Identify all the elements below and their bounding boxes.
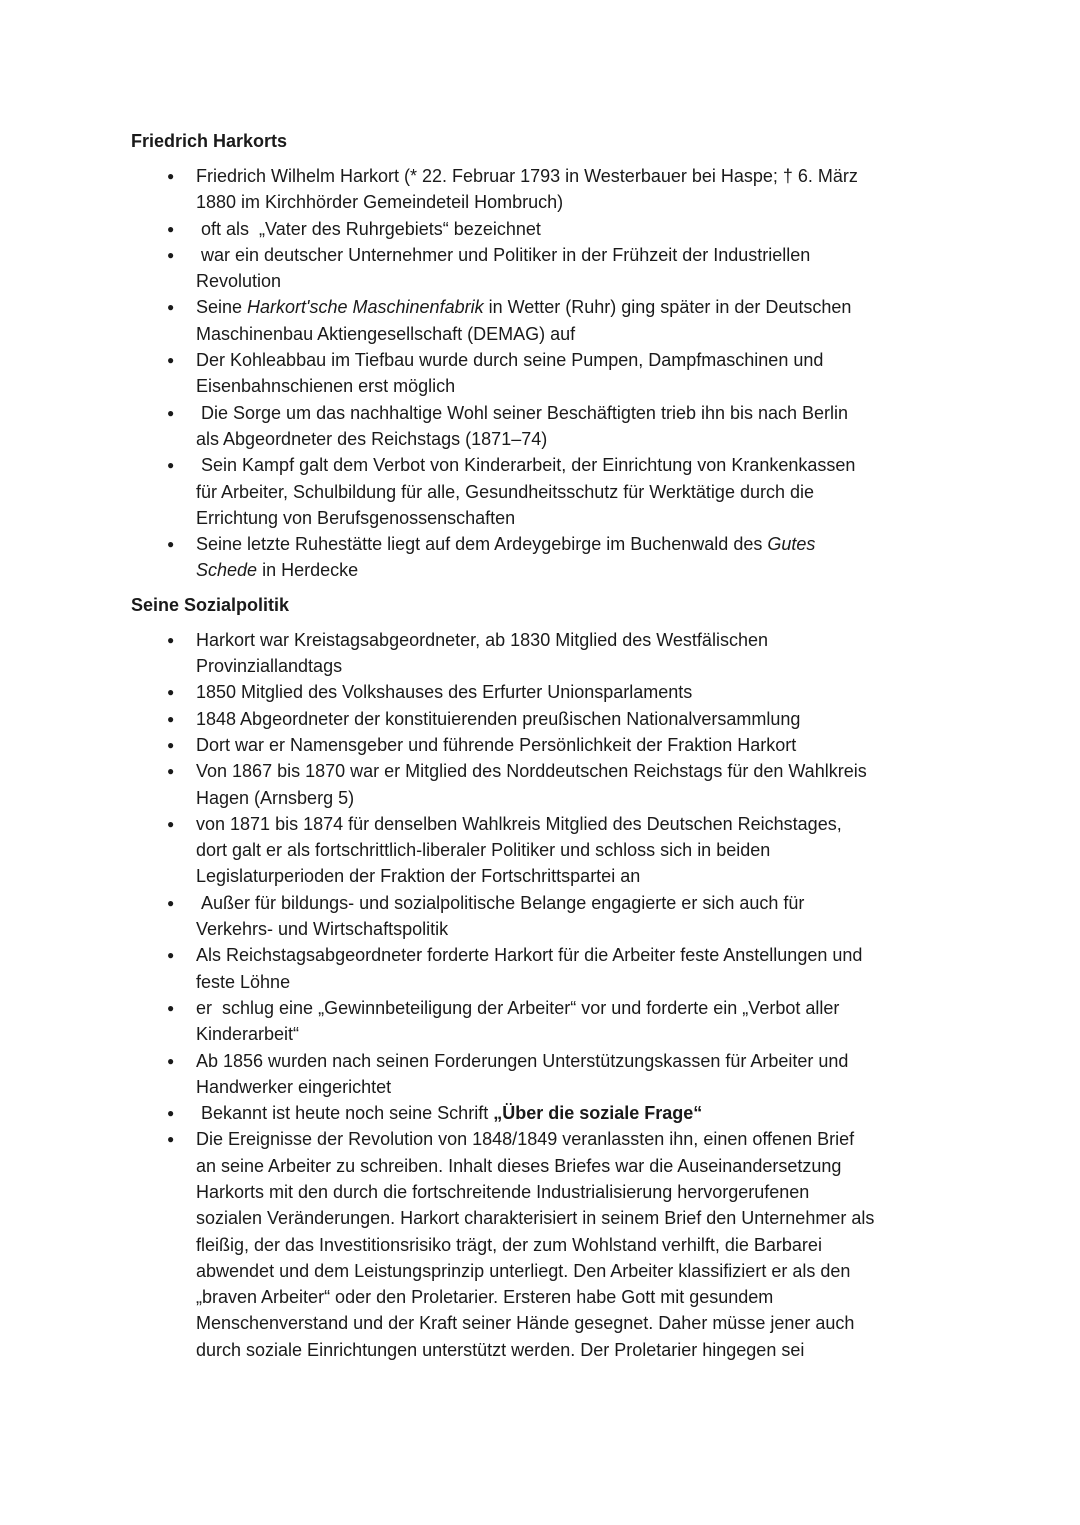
bullet-icon: ● — [167, 221, 175, 236]
list-item: ● Als Reichstagsabgeordneter forderte Harkort für die Arbeiter feste Anstellungen und feste Löhne — [131, 942, 951, 995]
bullet-icon: ● — [167, 1132, 175, 1147]
bullet-icon: ● — [167, 300, 175, 315]
list-item: ● Harkort war Kreistagsabgeordneter, ab 1830 Mitglied des Westfälischen Provinziallandtags — [131, 627, 951, 680]
italic-text: Harkort'sche Maschinenfabrik — [247, 297, 484, 318]
bullet-list-sozialpolitik — [131, 627, 951, 1363]
bullet-icon: ● — [167, 632, 175, 647]
list-item: ● Seine Harkort'sche Maschinenfabrik in Wetter (Ruhr) ging später in der Deutschen Maschinenbau Aktiengesellschaft (DEMAG) auf — [131, 294, 951, 347]
bullet-icon: ● — [167, 1106, 175, 1121]
bullet-icon: ● — [167, 247, 175, 262]
list-item: ● Von 1867 bis 1870 war er Mitglied des Norddeutschen Reichstags für den Wahlkreis Hagen (Arnsberg 5) — [131, 758, 951, 811]
bullet-icon: ● — [167, 764, 175, 779]
bullet-icon: ● — [167, 737, 175, 752]
italic-text: Gutes Schede — [196, 534, 816, 581]
list-item: ● oft als „Vater des Ruhrgebiets“ bezeichnet — [131, 216, 951, 242]
bullet-icon: ● — [167, 169, 175, 183]
list-item: ● 1850 Mitglied des Volkshauses des Erfurter Unionsparlaments — [131, 679, 951, 705]
list-item: ● Bekannt ist heute noch seine Schrift „Über die soziale Frage“ — [131, 1100, 951, 1126]
bullet-list-biography — [131, 163, 951, 584]
document-page — [131, 128, 951, 1363]
list-item: ● Seine letzte Ruhestätte liegt auf dem Ardeygebirge im Buchenwald des Gutes Schede in Herdecke — [131, 531, 951, 584]
bullet-icon: ● — [167, 685, 175, 700]
list-item: ● Die Sorge um das nachhaltige Wohl seiner Beschäftigten trieb ihn bis nach Berlin als Abgeordneter des Reichstags (1871–74) — [131, 400, 951, 453]
list-item: ● Dort war er Namensgeber und führende Persönlichkeit der Fraktion Harkort — [131, 732, 951, 758]
section-title-harkorts: Friedrich Harkorts — [131, 131, 288, 151]
bullet-icon: ● — [167, 711, 175, 726]
list-item: ● von 1871 bis 1874 für denselben Wahlkreis Mitglied des Deutschen Reichstages, dort galt er als fortschrittlich-liberaler Politiker und schloss sich in beiden Legislaturperioden der Fraktion der Fortschrittspartei an — [131, 811, 951, 890]
bullet-icon: ● — [167, 537, 175, 552]
bullet-icon: ● — [167, 353, 175, 368]
bullet-icon: ● — [167, 405, 175, 420]
bullet-icon: ● — [167, 895, 175, 910]
bullet-icon: ● — [167, 1053, 175, 1068]
section-title-sozialpolitik: Seine Sozialpolitik — [131, 594, 290, 615]
bullet-icon: ● — [167, 948, 175, 963]
bold-book-title: „Über die soziale Frage“ — [493, 1103, 703, 1124]
list-item: ● Die Ereignisse der Revolution von 1848/1849 veranlassten ihn, einen offenen Brief an seine Arbeiter zu schreiben. Inhalt dieses Briefes war die Auseinandersetzung Harkorts mit den durch die fortschreitende Industrialisierung hervorgerufenen sozialen Veränderungen. Harkort charakterisiert in seinem Brief den Unternehmer als fleißig, der das Investitionsrisiko trägt, der zum Wohlstand verhilft, die Barbarei abwendet und dem Leistungsprinzip unterliegt. Den Arbeiter klassifiziert er als den „braven Arbeiter“ oder den Proletarier. Ersteren habe Gott mit gesundem Menschenverstand und der Kraft seiner Hände gesegnet. Daher müsse jener auch durch soziale Einrichtungen unterstützt werden. Der Proletarier hingegen sei — [131, 1126, 951, 1363]
list-item: ● Der Kohleabbau im Tiefbau wurde durch seine Pumpen, Dampfmaschinen und Eisenbahnschienen erst möglich — [131, 347, 951, 400]
list-item: ● Friedrich Wilhelm Harkort (* 22. Februar 1793 in Westerbauer bei Haspe; † 6. März 1880 im Kirchhörder Gemeindeteil Hombruch) — [131, 163, 951, 216]
bullet-icon: ● — [167, 458, 175, 473]
bullet-icon: ● — [167, 816, 175, 831]
list-item: ● 1848 Abgeordneter der konstituierenden preußischen Nationalversammlung — [131, 706, 951, 732]
list-item: ● war ein deutscher Unternehmer und Politiker in der Frühzeit der Industriellen Revolution — [131, 242, 951, 295]
list-item: ● Sein Kampf galt dem Verbot von Kinderarbeit, der Einrichtung von Krankenkassen für Arbeiter, Schulbildung für alle, Gesundheitsschutz für Werktätige durch die Errichtung von Berufsgenossenschaften — [131, 452, 951, 531]
bullet-icon: ● — [167, 1000, 175, 1015]
list-item: ● er schlug eine „Gewinnbeteiligung der Arbeiter“ vor und forderte ein „Verbot aller Kinderarbeit“ — [131, 995, 951, 1048]
list-item: ● Außer für bildungs- und sozialpolitische Belange engagierte er sich auch für Verkehrs- und Wirtschaftspolitik — [131, 890, 951, 943]
list-item: ● Ab 1856 wurden nach seinen Forderungen Unterstützungskassen für Arbeiter und Handwerker eingerichtet — [131, 1048, 951, 1101]
